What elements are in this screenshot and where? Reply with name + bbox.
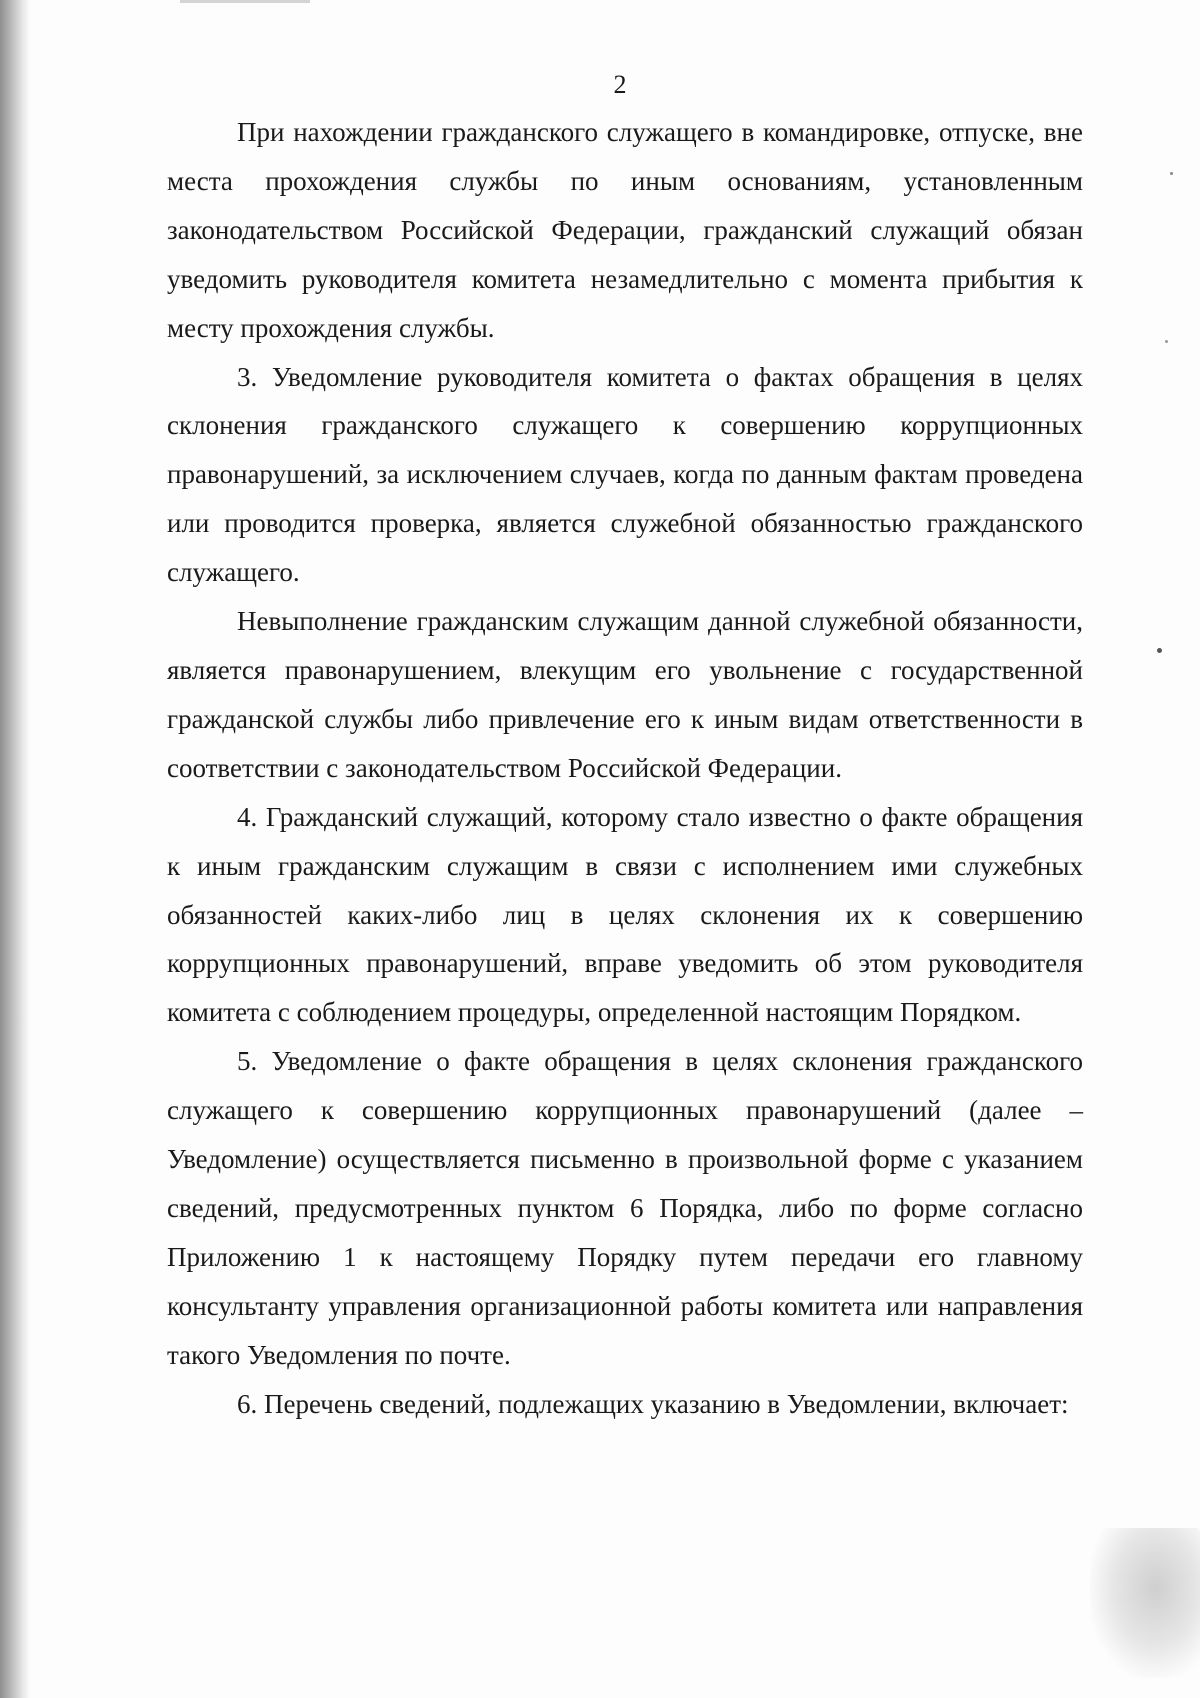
scan-mark-top	[180, 0, 310, 3]
paragraph-absence-notification: При нахождении гражданского служащего в командировке, отпуске, вне места прохождения службы по иным основаниям, установленным законодательством Российской Федерации, гражданский служащий обязан уведомить руководителя комитета незамедлительно с момента прибытия к месту прохождения службы.	[167, 117, 1083, 343]
scan-shadow-left	[0, 0, 30, 1698]
paragraph-noncompliance: Невыполнение гражданским служащим данной служебной обязанности, является правонарушением, влекущим его увольнение с государственной гражданской службы либо привлечение его к иным видам ответственности в соответствии с законодательством Российской Федерации.	[167, 606, 1083, 783]
paragraph-item-6: 6. Перечень сведений, подлежащих указанию в Уведомлении, включает:	[237, 1388, 1069, 1419]
paragraph-item-4: 4. Гражданский служащий, которому стало известно о факте обращения к иным гражданским служащим в связи с исполнением ими служебных обязанностей каких-либо лиц в целях склонения их к совершению коррупционных правонарушений, вправе уведомить об этом руководителя комитета с соблюдением процедуры, определенной настоящим Порядком.	[167, 801, 1083, 1028]
scan-smudge	[1090, 1528, 1200, 1678]
document-body	[167, 108, 1083, 1428]
paragraph-item-5: 5. Уведомление о факте обращения в целях склонения гражданского служащего к совершению коррупционных правонарушений (далее – Уведомление) осуществляется письменно в произвольной форме с указанием сведений, предусмотренных пунктом 6 Порядка, либо по форме согласно Приложению 1 к настоящему Порядку путем передачи его главному консультанту управления организационной работы комитета или направления такого Уведомления по почте.	[167, 1046, 1083, 1370]
page-number: 2	[613, 70, 627, 99]
paragraph-item-3: 3. Уведомление руководителя комитета о фактах обращения в целях склонения гражданского служащего к совершению коррупционных правонарушений, за исключением случаев, когда по данным фактам проведена или проводится проверка, является служебной обязанностью гражданского служащего.	[167, 361, 1083, 588]
scan-speck	[1170, 172, 1173, 175]
scan-speck	[1157, 648, 1162, 653]
scan-speck	[1165, 340, 1168, 343]
